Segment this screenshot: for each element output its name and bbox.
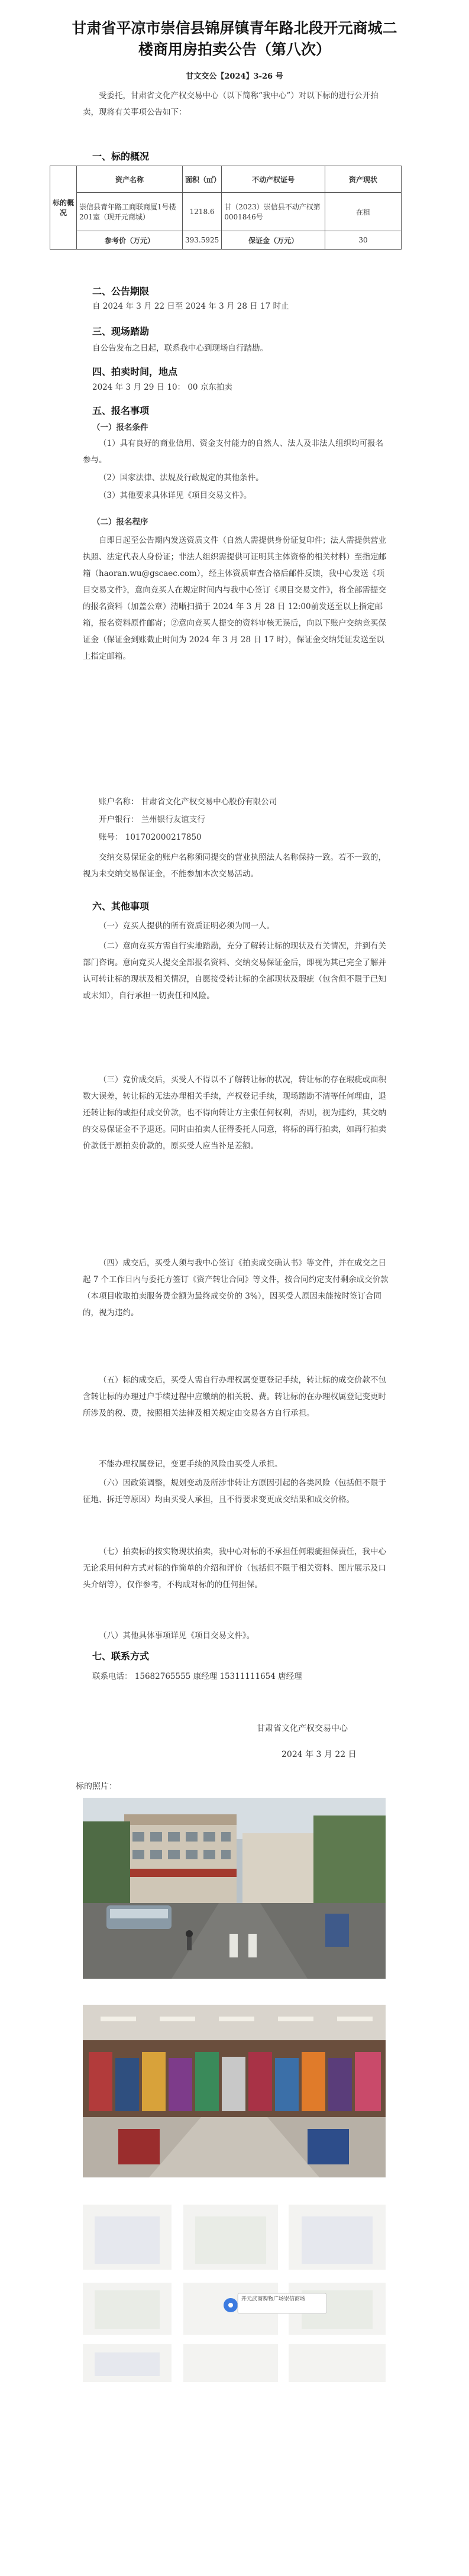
page-title: 甘肃省平凉市崇信县锦屏镇青年路北段开元商城二楼商用房拍卖公告（第八次） xyxy=(72,20,397,58)
section-5-cond-2: （2）国家法律、法规及行政规定的其他条件。 xyxy=(99,473,264,483)
section-5-sub-2: （二）报名程序 xyxy=(92,517,148,527)
account-note: 交纳交易保证金的账户名称须同提交的营业执照法人名称保持一致。若不一致的，视为未交纳交易保证金，不能参加本次交易活动。 xyxy=(83,853,386,879)
table-cell-cert: 甘（2023）崇信县不动产权第0001846号 xyxy=(222,193,325,231)
interior-photo-art xyxy=(83,2005,386,2177)
photos-label: 标的照片： xyxy=(76,1782,117,1791)
table-price-value: 393.5925 xyxy=(183,231,222,250)
table-cell-status: 在租 xyxy=(325,193,402,231)
table-header-area: 面积（㎡） xyxy=(183,166,222,193)
section-2-text: 自 2024 年 3 月 22 日至 2024 年 3 月 28 日 17 时止 xyxy=(92,302,289,311)
asset-info-table xyxy=(50,166,402,250)
table-header-name: 资产名称 xyxy=(77,166,183,193)
section-5-heading: 五、报名事项 xyxy=(92,405,150,416)
table-row-header: 标的概况 xyxy=(50,166,77,250)
section-3-text: 自公告发布之日起，联系我中心到现场自行踏勘。 xyxy=(92,344,268,353)
other-item-2: （二）意向竞买方需自行实地踏勘，充分了解转让标的现状及有关情况，并到有关部门咨询。意向竞买人提交全部报名资料、交纳交易保证金后，即视为其已完全了解并认可转让标的现状及相关情况，自愿接受转让标的全部现状及瑕疵（包含但不限于已知或未知），自行承担一切责任和风险。 xyxy=(83,941,386,1001)
section-5-cond-3: （3）其他要求具体详见《项目交易文件》。 xyxy=(99,491,252,500)
table-deposit-label: 保证金（万元） xyxy=(222,231,325,250)
table-header-status: 资产现状 xyxy=(325,166,402,193)
other-item-1: （一）竞买人提供的所有资质证明必须为同一人。 xyxy=(99,921,274,931)
intro-paragraph: 受委托，甘肃省文化产权交易中心（以下简称“我中心”）对以下标的进行公开拍卖，现将有关事项公告如下： xyxy=(83,91,379,117)
interior-photo xyxy=(83,2005,386,2177)
other-item-6: （六）因政策调整，规划变动及所涉非转让方原因引起的各类风险（包括但不限于征地、拆迁等原因）均由买受人承担，且不得要求变更成交结果和成交价格。 xyxy=(83,1478,386,1504)
street-photo-art xyxy=(83,1798,386,1979)
table-cell-name: 崇信县青年路工商联商厦1号楼201室（现开元商城） xyxy=(77,193,183,231)
other-item-8: （八）其他具体事项详见《项目交易文件》。 xyxy=(99,1631,255,1640)
table-price-label: 参考价（万元） xyxy=(77,231,183,250)
location-map xyxy=(83,2205,386,2382)
section-5-sub-1: （一）报名条件 xyxy=(92,423,148,432)
document-number: 甘文交公【2024】3-26 号 xyxy=(186,72,283,81)
section-1-heading: 一、标的概况 xyxy=(92,151,150,162)
section-5-procedure: 自即日起至公告期内发送资质文件（自然人需提供身份证复印件；法人需提供营业执照、法定代表人身份证；非法人组织需提供可证明其主体资格的相关材料）至指定邮箱（haoran.wu@gscaec.com），经主体资质审查合格后邮件反馈，我中心发送《项目交易文件》，意向竞买人在规定时间内与我中心签订《项目交易文件》，将全部需提交的报名资料（加盖公章）清晰扫描于 2024 年 3 月 28 日 12:00前发送至以上指定邮箱，报名资料原件邮寄；②意向竞买人提交的资料审核无误后，向以下账户交纳竞买保证金（保证金到账截止时间为 2024 年 3 月 28 日 17 时），保证金交纳凭证发送至以上指定邮箱。 xyxy=(83,536,386,661)
other-item-5: （五）标的成交后，买受人需自行办理权属变更登记手续，转让标的成交价款不包含转让标的办理过户手续过程中应缴纳的相关税、费。转让标的在办理权属登记变更时所涉及的税、费，按照相关法律及相关规定由交易各方自行承担。 xyxy=(83,1376,386,1418)
other-item-5b: 不能办理权属登记，变更手续的风险由买受人承担。 xyxy=(99,1459,283,1469)
other-item-7: （七）拍卖标的按实物现状拍卖，我中心对标的不承担任何瑕疵担保责任，我中心无论采用何种方式对标的作简单的介绍和评价（包括但不限于相关资料、图片展示及口头介绍等），仅作参考，不构成对标的的任何担保。 xyxy=(83,1547,386,1590)
section-4-heading: 四、拍卖时间，地点 xyxy=(92,366,178,377)
contact-phones: 联系电话： 15682765555 康经理 15311111654 唐经理 xyxy=(92,1672,302,1681)
account-bank: 开户银行： 兰州银行友谊支行 xyxy=(99,815,205,824)
section-7-heading: 七、联系方式 xyxy=(92,1651,150,1662)
map-marker-label: 开元武商购物广场崇信商场 xyxy=(241,2296,306,2302)
account-number: 账号： 101702000217850 xyxy=(99,833,202,842)
account-name: 账户名称： 甘肃省文化产权交易中心股份有限公司 xyxy=(99,797,277,807)
signature-org: 甘肃省文化产权交易中心 xyxy=(257,1724,348,1733)
table-cell-area: 1218.6 xyxy=(183,193,222,231)
section-2-heading: 二、公告期限 xyxy=(92,286,150,297)
section-6-heading: 六、其他事项 xyxy=(92,901,150,912)
location-map-art xyxy=(83,2205,386,2382)
section-4-text: 2024 年 3 月 29 日 10： 00 京东拍卖 xyxy=(92,383,232,392)
section-3-heading: 三、现场踏勘 xyxy=(92,326,150,337)
table-deposit-value: 30 xyxy=(325,231,402,250)
section-5-cond-1: （1）具有良好的商业信用、资金支付能力的自然人、法人及非法人组织均可报名参与。 xyxy=(83,439,384,465)
other-item-4: （四）成交后，买受人须与我中心签订《拍卖成交确认书》等文件，并在成交之日起 7 个工作日内与委托方签订《资产转让合同》等文件，按合同约定支付剩余成交价款（本项目收取拍卖服务费金额为最终成交价的 3%），因买受人原因未能按时签订合同的，视为违约。 xyxy=(83,1258,389,1318)
table-header-cert: 不动产权证号 xyxy=(222,166,325,193)
other-item-3: （三）竞价成交后，买受人不得以不了解转让标的状况，转让标的存在瑕疵或面积数大误差，转让标的无法办理相关手续，产权登记手续，现场踏勘不清等任何理由，退还转让标的或拒付成交价款，也不得向转让方主张任何权利，否则，视为违约，其交纳的交易保证金不予退还。同时由拍卖人征得委托人同意，将标的再行拍卖，如再行拍卖价款低于原拍卖价款的，原买受人应当补足差额。 xyxy=(83,1075,386,1151)
street-photo xyxy=(83,1798,386,1979)
signature-date: 2024 年 3 月 22 日 xyxy=(282,1750,357,1759)
